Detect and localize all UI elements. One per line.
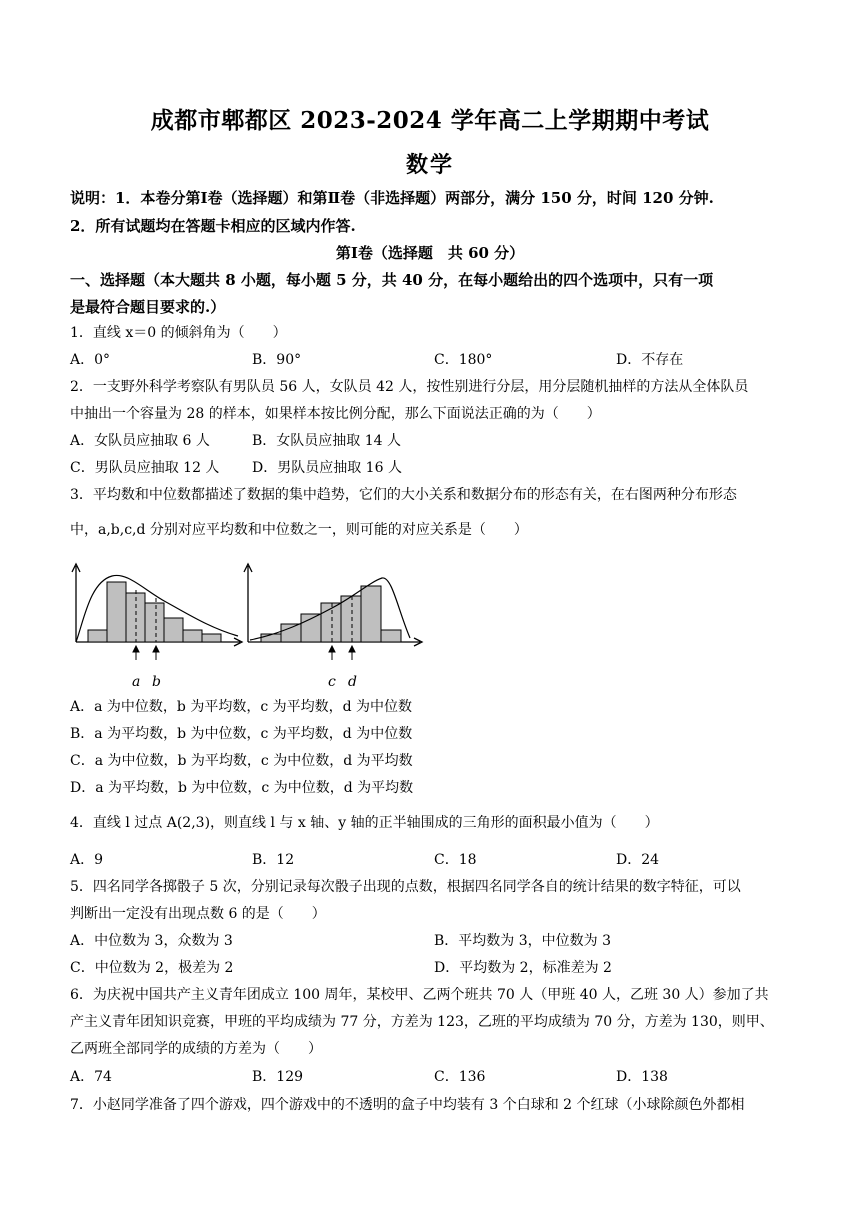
question-6-option-d: D．138 bbox=[616, 1069, 668, 1085]
distribution-histograms bbox=[70, 560, 430, 690]
question-6-option-a: A．74 bbox=[70, 1069, 112, 1085]
distribution-figure bbox=[70, 560, 430, 694]
question-1-option-c: C．180° bbox=[434, 352, 493, 368]
question-2-option-c: C．男队员应抽取 12 人 bbox=[70, 460, 220, 476]
question-5-option-b: B．平均数为 3，中位数为 3 bbox=[434, 933, 612, 949]
right-arrows bbox=[329, 646, 355, 660]
question-2-option-d: D．男队员应抽取 16 人 bbox=[252, 460, 402, 476]
exam-subject: 数学 bbox=[405, 152, 454, 178]
section-heading-line-2: 是最符合题目要求的.） bbox=[70, 298, 226, 316]
question-5-option-c: C．中位数为 2，极差为 2 bbox=[70, 960, 234, 976]
question-3-option-d: D．a 为平均数，b 为中位数，c 为中位数，d 为平均数 bbox=[70, 780, 414, 796]
question-4-option-b: B．12 bbox=[252, 852, 295, 868]
section-heading-line-1: 一、选择题（本大题共 8 小题，每小题 5 分，共 40 分，在每小题给出的四个选项中，只有一项 bbox=[70, 271, 714, 289]
question-4-option-d: D．24 bbox=[616, 852, 660, 868]
question-1-stem: 1．直线 x＝0 的倾斜角为（ ） bbox=[70, 325, 287, 341]
right-bars bbox=[261, 586, 401, 642]
question-1-option-a: A．0° bbox=[70, 352, 111, 368]
question-3-option-c: C．a 为中位数，b 为平均数，c 为中位数，d 为平均数 bbox=[70, 753, 413, 769]
question-6-stem-line-1: 6．为庆祝中国共产主义青年团成立 100 周年，某校甲、乙两个班共 70 人（甲班 40 人，乙班 30 人）参加了共 bbox=[70, 987, 769, 1003]
question-6-stem-line-2: 产主义青年团知识竞赛，甲班的平均成绩为 77 分，方差为 123，乙班的平均成绩为 70 分，方差为 130，则甲、 bbox=[70, 1014, 774, 1030]
instruction-line-1: 说明：1．本卷分第Ⅰ卷（选择题）和第Ⅱ卷（非选择题）两部分，满分 150 分，时间 120 分钟. bbox=[70, 189, 714, 207]
question-6-stem-line-3: 乙两班全部同学的成绩的方差为（ ） bbox=[70, 1041, 322, 1057]
label-a: a bbox=[132, 674, 141, 690]
question-5-stem-line-2: 判断出一定没有出现点数 6 的是（ ） bbox=[70, 906, 326, 922]
question-3-option-b: B．a 为平均数，b 为中位数，c 为平均数，d 为中位数 bbox=[70, 726, 413, 742]
label-c: c bbox=[328, 674, 336, 690]
question-2-option-b: B．女队员应抽取 14 人 bbox=[252, 433, 402, 449]
label-d: d bbox=[348, 674, 357, 690]
volume-title: 第Ⅰ卷（选择题 共 60 分） bbox=[335, 244, 525, 262]
question-3-option-a: A．a 为中位数，b 为平均数，c 为平均数，d 为中位数 bbox=[70, 699, 413, 715]
left-arrows bbox=[133, 646, 159, 660]
instruction-line-2: 2．所有试题均在答题卡相应的区域内作答. bbox=[70, 217, 356, 235]
question-5-stem-line-1: 5．四名同学各掷骰子 5 次，分别记录每次骰子出现的点数，根据四名同学各自的统计结果的数字特征，可以 bbox=[70, 879, 741, 895]
question-2-stem-line-1: 2．一支野外科学考察队有男队员 56 人，女队员 42 人，按性别进行分层，用分层随机抽样的方法从全体队员 bbox=[70, 379, 749, 395]
question-6-option-b: B．129 bbox=[252, 1069, 304, 1085]
question-5-option-a: A．中位数为 3，众数为 3 bbox=[70, 933, 233, 949]
label-b: b bbox=[152, 674, 161, 690]
question-4-option-c: C．18 bbox=[434, 852, 477, 868]
left-bars bbox=[88, 582, 221, 642]
exam-title: 成都市郫都区 2023-2024 学年高二上学期期中考试 bbox=[150, 107, 710, 134]
question-6-option-c: C．136 bbox=[434, 1069, 486, 1085]
question-1-option-d: D．不存在 bbox=[616, 352, 684, 368]
question-5-option-d: D．平均数为 2，标准差为 2 bbox=[434, 960, 612, 976]
question-4-option-a: A．9 bbox=[70, 852, 104, 868]
question-4-stem: 4．直线 l 过点 A(2,3)，则直线 l 与 x 轴、y 轴的正半轴围成的三角形的面积最小值为（ ） bbox=[70, 815, 659, 831]
question-1-option-b: B．90° bbox=[252, 352, 302, 368]
question-2-option-a: A．女队员应抽取 6 人 bbox=[70, 433, 210, 449]
question-3-stem-line-1: 3．平均数和中位数都描述了数据的集中趋势，它们的大小关系和数据分布的形态有关，在右图两种分布形态 bbox=[70, 487, 737, 503]
question-2-stem-line-2: 中抽出一个容量为 28 的样本，如果样本按比例分配，那么下面说法正确的为（ ） bbox=[70, 406, 601, 422]
question-7-stem-line-1: 7．小赵同学准备了四个游戏，四个游戏中的不透明的盒子中均装有 3 个白球和 2 个红球（小球除颜色外都相 bbox=[70, 1097, 745, 1113]
question-3-stem-line-2: 中，a,b,c,d 分别对应平均数和中位数之一，则可能的对应关系是（ ） bbox=[70, 522, 528, 538]
